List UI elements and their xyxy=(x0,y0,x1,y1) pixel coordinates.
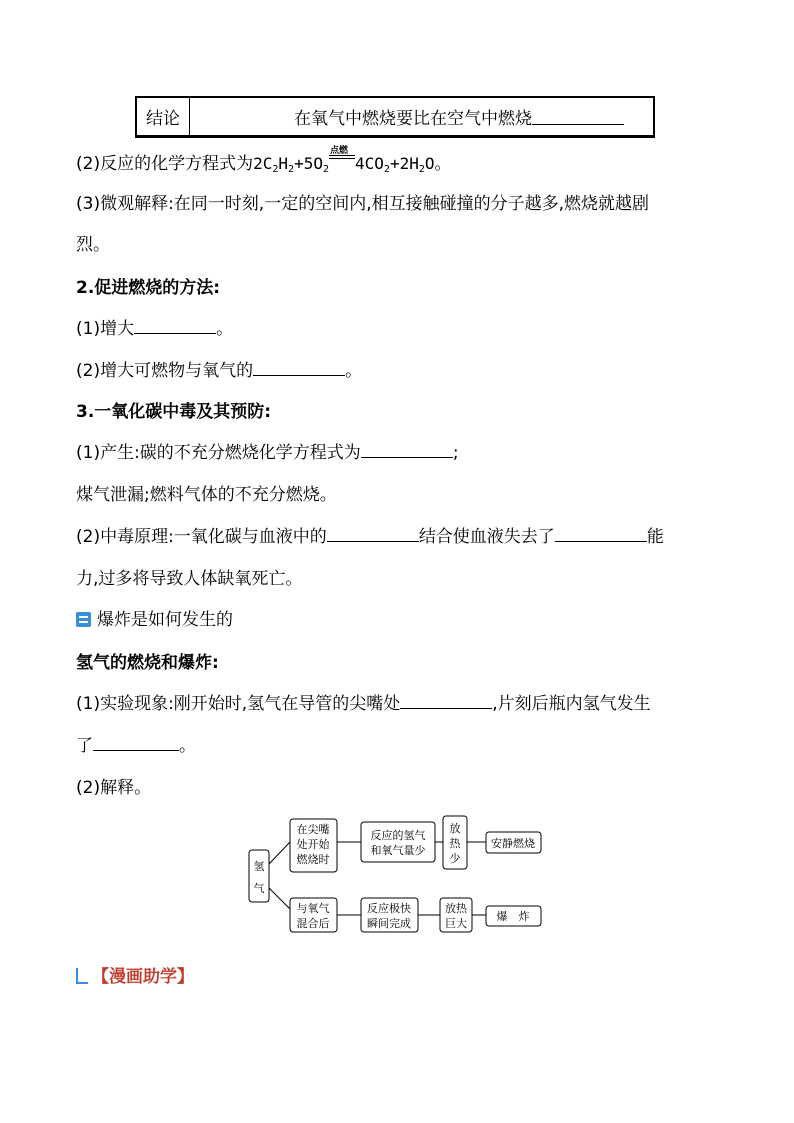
equation-products: $4CO_2+2H_2O$ xyxy=(355,154,435,175)
hydrogen-diagram xyxy=(240,812,550,938)
answer-blank[interactable] xyxy=(134,317,216,334)
comic-heading: 【漫画助学】 xyxy=(76,962,194,987)
svg-text:处开始: 处开始 xyxy=(296,838,330,851)
equation-formula: $2C_2H_2+5O_2$ xyxy=(253,154,329,175)
svg-text:和氧气量少: 和氧气量少 xyxy=(370,844,426,857)
answer-blank[interactable] xyxy=(327,525,419,542)
answer-blank[interactable] xyxy=(93,734,179,751)
section-3-title: 3.一氧化碳中毒及其预防: xyxy=(76,402,272,422)
corner-icon xyxy=(76,968,88,984)
svg-text:在尖嘴: 在尖嘴 xyxy=(296,823,330,836)
svg-text:瞬间完成: 瞬间完成 xyxy=(367,917,411,930)
svg-text:反应的氢气: 反应的氢气 xyxy=(370,829,426,842)
explanation-label: (2)解释。 xyxy=(76,778,152,798)
method-2: (2)增大可燃物与氧气的 。 xyxy=(76,361,363,381)
answer-blank[interactable] xyxy=(400,692,492,709)
svg-text:少: 少 xyxy=(449,852,461,865)
experiment-phenomenon-end: 了 。 xyxy=(76,736,196,756)
co-source-2: 煤气泄漏;燃料气体的不充分燃烧。 xyxy=(76,485,337,505)
micro-explanation-end: 烈。 xyxy=(76,235,110,255)
svg-text:巨大: 巨大 xyxy=(445,917,467,930)
svg-text:热: 热 xyxy=(449,837,461,850)
poison-principle: (2)中毒原理:一氧化碳与血液中的 结合使血液失去了 能 xyxy=(76,527,664,547)
answer-blank[interactable] xyxy=(253,359,345,376)
answer-blank[interactable] xyxy=(361,441,453,458)
section-heading: 爆炸是如何发生的 xyxy=(76,608,233,632)
conclusion-table xyxy=(135,96,655,138)
micro-explanation: (3)微观解释:在同一时刻,一定的空间内,相互接触碰撞的分子越多,燃烧就越剧 xyxy=(76,194,650,214)
answer-blank[interactable] xyxy=(532,108,624,125)
root-char-2: 气 xyxy=(253,882,265,895)
svg-text:安静燃烧: 安静燃烧 xyxy=(491,837,535,850)
table-label: 结论 xyxy=(137,98,190,135)
svg-text:放热: 放热 xyxy=(445,902,467,915)
root-char-1: 氢 xyxy=(253,860,265,873)
poison-principle-end: 力,过多将导致人体缺氧死亡。 xyxy=(76,569,303,589)
hydrogen-title: 氢气的燃烧和爆炸: xyxy=(76,653,219,673)
experiment-phenomenon: (1)实验现象:刚开始时,氢气在导管的尖嘴处 ,片刻后瓶内氢气发生 xyxy=(76,694,651,714)
list-icon xyxy=(76,612,91,627)
method-1: (1)增大 。 xyxy=(76,319,234,339)
svg-text:反应极快: 反应极快 xyxy=(367,902,411,915)
reaction-condition: 点燃 xyxy=(329,151,355,169)
svg-text:与氧气: 与氧气 xyxy=(296,902,330,915)
answer-blank[interactable] xyxy=(555,525,647,542)
svg-text:混合后: 混合后 xyxy=(296,917,330,930)
svg-text:爆 炸: 爆 炸 xyxy=(496,910,530,923)
equation-prefix: (2)反应的化学方程式为 xyxy=(76,154,254,174)
svg-text:燃烧时: 燃烧时 xyxy=(296,853,330,866)
table-content-text: 在氧气中燃烧要比在空气中燃烧 xyxy=(294,109,532,129)
section-2-title: 2.促进燃烧的方法: xyxy=(76,278,221,298)
table-content xyxy=(190,98,653,135)
svg-text:放: 放 xyxy=(449,822,461,835)
equation-line: (2)反应的化学方程式为$2C_2H_2+5O_2$ 点燃 $4CO_2+2H_2O$。 xyxy=(76,146,452,175)
co-source: (1)产生:碳的不充分燃烧化学方程式为 ; xyxy=(76,443,459,463)
